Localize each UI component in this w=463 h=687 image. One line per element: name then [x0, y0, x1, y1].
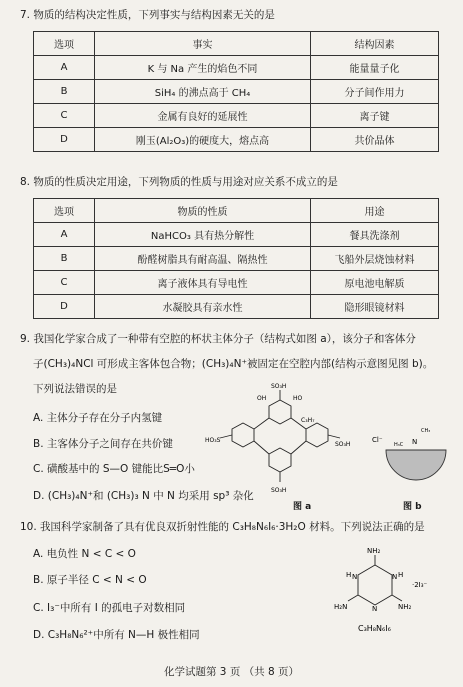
q9-option-c: C. 磺酸基中的 S—O 键能比S═O小 — [33, 463, 195, 475]
table-header-row — [34, 199, 439, 223]
q9-prompt: 下列说法错误的是 — [33, 383, 117, 395]
figure-b-caption: 图 b — [403, 502, 422, 512]
cell: B — [34, 80, 95, 104]
cell: A — [34, 56, 95, 80]
cell: D — [34, 295, 95, 319]
page-footer: 化学试题第 3 页 （共 8 页） — [163, 666, 300, 678]
cell: 水凝胶具有亲水性 — [95, 295, 311, 319]
label-h2n: H₂N — [334, 603, 348, 611]
label-h-left: H — [346, 571, 352, 579]
table-row — [34, 80, 439, 104]
cell: 能量量子化 — [311, 56, 439, 80]
table-row — [34, 128, 439, 152]
cell: C — [34, 271, 95, 295]
label-cl: Cl⁻ — [372, 436, 383, 444]
col-property: 物质的性质 — [95, 199, 311, 223]
table-row — [34, 223, 439, 247]
q10-option-b: B. 原子半径 C < N < O — [33, 574, 147, 586]
label-so3h-top: SO₃H — [271, 383, 287, 390]
q9-option-a: A. 主体分子存在分子内氢键 — [33, 412, 163, 424]
label-n: N — [412, 438, 418, 446]
label-hos: HO₃S — [205, 437, 221, 444]
table-row — [34, 247, 439, 271]
q9-option-b: B. 主客体分子之间存在共价键 — [33, 438, 173, 450]
label-ch3: CH₃ — [421, 428, 431, 434]
cell: 离子键 — [311, 104, 439, 128]
label-oh: OH — [257, 395, 267, 402]
cell: A — [34, 223, 95, 247]
label-h3c: H₃C — [394, 442, 404, 448]
figure-a-calixarene — [205, 378, 365, 498]
cell: B — [34, 247, 95, 271]
label-charge: ·2I₃⁻ — [412, 581, 428, 589]
q8-table — [33, 198, 439, 319]
col-use: 用途 — [311, 199, 439, 223]
q7-stem: 7. 物质的结构决定性质，下列事实与结构因素无关的是 — [20, 9, 275, 21]
cell: K 与 Na 产生的焰色不同 — [95, 56, 311, 80]
label-nh2-right: NH₂ — [398, 603, 412, 611]
table-header-row — [34, 32, 439, 56]
q9-option-d: D. (CH₃)₄N⁺和 (CH₃)₃ N 中 N 均采用 sp³ 杂化 — [33, 490, 254, 502]
label-n-right: N — [392, 573, 398, 581]
col-fact: 事实 — [95, 32, 311, 56]
label-formula: C₃H₈N₆I₆ — [358, 624, 391, 633]
cell: 刚玉(Al₂O₃)的硬度大，熔点高 — [95, 128, 311, 152]
cell: 分子间作用力 — [311, 80, 439, 104]
label-c3h7: C₃H₇ — [301, 417, 315, 424]
cell: 飞船外层烧蚀材料 — [311, 247, 439, 271]
table-row — [34, 295, 439, 319]
label-so3h-bottom: SO₃H — [271, 487, 287, 494]
cell: NaHCO₃ 具有热分解性 — [95, 223, 311, 247]
q10-stem: 10. 我国科学家制备了具有优良双折射性能的 C₃H₈N₆I₆·3H₂O 材料。下列说法正确的是 — [20, 521, 425, 533]
cell: SiH₄ 的沸点高于 CH₄ — [95, 80, 311, 104]
q8-stem: 8. 物质的性质决定用途，下列物质的性质与用途对应关系不成立的是 — [20, 176, 338, 188]
q10-option-c: C. I₃⁻中所有 I 的孤电子对数相同 — [33, 602, 186, 614]
cell: 酚醛树脂具有耐高温、隔热性 — [95, 247, 311, 271]
q9-stem-line2: 子(CH₃)₄NCl 可形成主客体包合物；(CH₃)₄N⁺被固定在空腔内部(结构示意图见图 b)。 — [33, 358, 434, 370]
table-row — [34, 56, 439, 80]
figure-b-inclusion — [372, 420, 452, 490]
cell: 金属有良好的延展性 — [95, 104, 311, 128]
cell: 隐形眼镜材料 — [311, 295, 439, 319]
q10-option-d: D. C₃H₈N₆²⁺中所有 N—H 极性相同 — [33, 629, 200, 641]
label-n-bottom: N — [372, 605, 378, 613]
label-ho: HO — [293, 395, 303, 402]
table-row — [34, 104, 439, 128]
col-option: 选项 — [34, 199, 95, 223]
figure-triazine — [330, 545, 450, 645]
cell: 共价晶体 — [311, 128, 439, 152]
cell: C — [34, 104, 95, 128]
cell: 离子液体具有导电性 — [95, 271, 311, 295]
q7-table — [33, 31, 439, 152]
q10-option-a: A. 电负性 N < C < O — [33, 548, 136, 560]
label-n-left: N — [352, 573, 358, 581]
q9-stem-line1: 9. 我国化学家合成了一种带有空腔的杯状主体分子（结构式如图 a），该分子和客体分 — [20, 333, 416, 345]
figure-a-caption: 图 a — [293, 502, 312, 512]
cell: 餐具洗涤剂 — [311, 223, 439, 247]
label-nh2-top: NH₂ — [367, 547, 381, 555]
label-h-right: H — [398, 571, 404, 579]
label-so3h-right: SO₃H — [335, 441, 351, 448]
col-option: 选项 — [34, 32, 95, 56]
cell: D — [34, 128, 95, 152]
col-factor: 结构因素 — [311, 32, 439, 56]
table-row — [34, 271, 439, 295]
cell: 原电池电解质 — [311, 271, 439, 295]
